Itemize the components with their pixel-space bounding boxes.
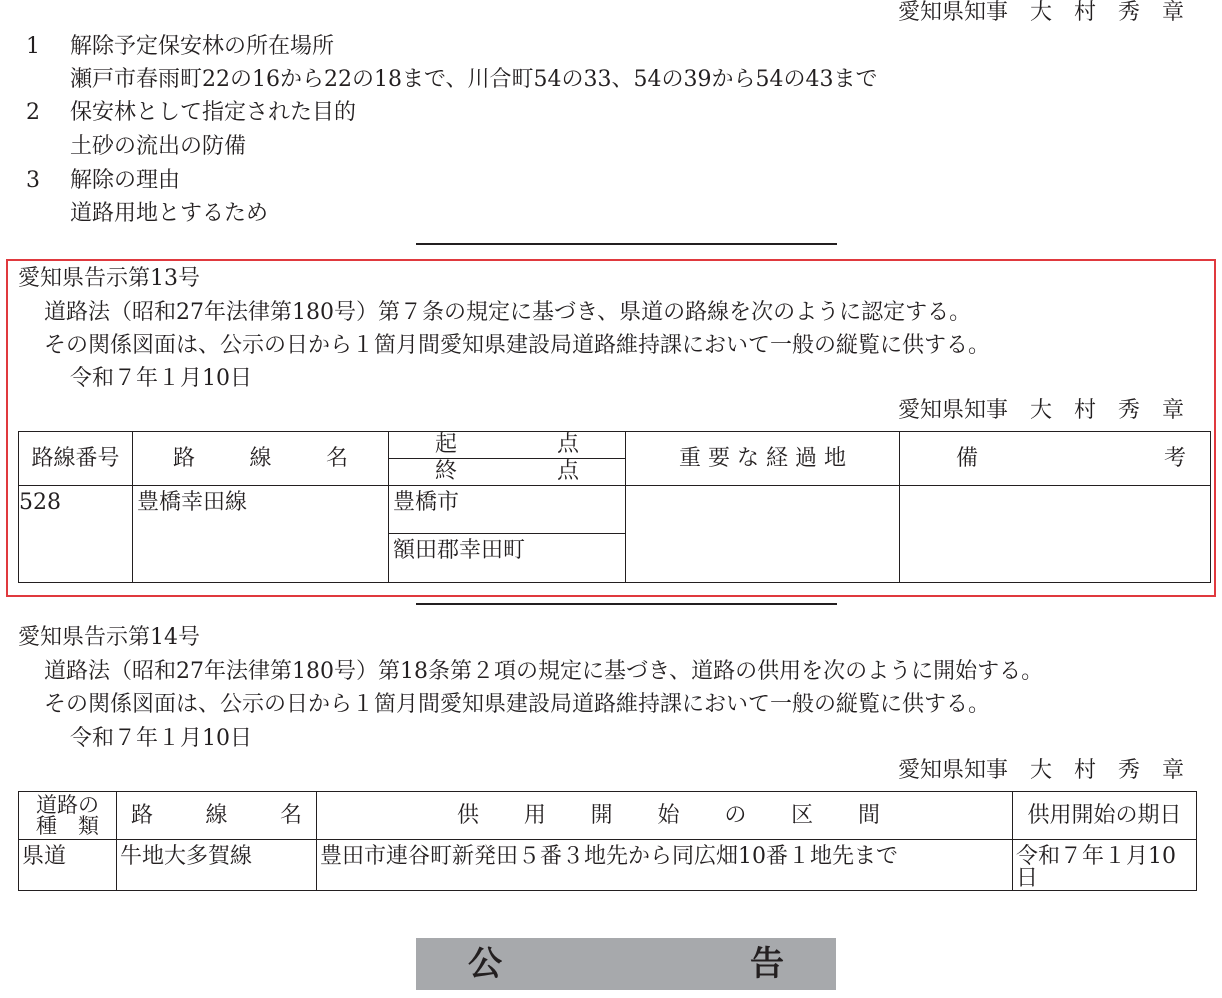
notice14-para2: その関係図面は、公示の日から１箇月間愛知県建設局道路維持課において一般の縦覧に供する。 — [44, 692, 991, 717]
divider-rule — [416, 243, 837, 245]
notice13-para2: その関係図面は、公示の日から１箇月間愛知県建設局道路維持課において一般の縦覧に供する。 — [44, 333, 991, 358]
table-row — [19, 486, 1211, 534]
header-start-point: 起 点 — [389, 432, 626, 459]
route-table — [18, 431, 1211, 583]
item-2-body: 土砂の流出の防備 — [70, 134, 247, 159]
item-2-heading: 保安林として指定された目的 — [70, 100, 357, 125]
top-signer: 愛知県知事 大 村 秀 章 — [897, 0, 1184, 25]
table-row — [19, 840, 1197, 891]
notice13-title: 愛知県告示第13号 — [18, 266, 200, 291]
cell-remarks — [900, 486, 1211, 583]
item-2-number: 2 — [26, 100, 40, 125]
notice14-para1: 道路法（昭和27年法律第180号）第18条第２項の規定に基づき、道路の供用を次のように開始する。 — [44, 659, 1044, 684]
header-start-date: 供用開始の期日 — [1013, 792, 1197, 840]
item-3-body: 道路用地とするため — [70, 201, 269, 226]
header-route-name: 路 線 名 — [133, 432, 389, 486]
notice14-title: 愛知県告示第14号 — [18, 625, 200, 650]
header-route-number: 路線番号 — [19, 432, 133, 486]
item-1-heading: 解除予定保安林の所在場所 — [70, 34, 335, 59]
header-end-point: 終 点 — [389, 459, 626, 486]
cell-route-number: 528 — [19, 486, 133, 583]
cell-start-point: 豊橋市 — [389, 486, 626, 534]
item-1-number: 1 — [26, 34, 40, 59]
divider-rule — [416, 603, 837, 605]
notice13-signer: 愛知県知事 大 村 秀 章 — [897, 398, 1184, 423]
notice14-signer: 愛知県知事 大 村 秀 章 — [897, 758, 1184, 783]
cell-route-name: 牛地大多賀線 — [117, 840, 317, 891]
item-3-heading: 解除の理由 — [70, 168, 181, 193]
public-notice-banner — [416, 938, 836, 990]
notice-char: 公 — [468, 944, 502, 984]
header-remarks: 備 考 — [900, 432, 1211, 486]
item-1-body: 瀬戸市春雨町22の16から22の18まで、川合町54の33、54の39から54の43まで — [70, 67, 878, 92]
cell-road-kind: 県道 — [19, 840, 117, 891]
cell-route-name: 豊橋幸田線 — [133, 486, 389, 583]
header-road-kind: 道路の 種 類 — [19, 792, 117, 840]
service-table — [18, 791, 1197, 891]
header-service-section: 供 用 開 始 の 区 間 — [317, 792, 1013, 840]
cell-via-points — [626, 486, 900, 583]
header-via-points: 重 要 な 経 過 地 — [626, 432, 900, 486]
notice-char: 告 — [750, 944, 784, 984]
notice13-para1: 道路法（昭和27年法律第180号）第７条の規定に基づき、県道の路線を次のように認定する。 — [44, 300, 972, 325]
item-3-number: 3 — [26, 168, 40, 193]
cell-start-date: 令和７年１月10日 — [1013, 840, 1197, 891]
notice14-date: 令和７年１月10日 — [70, 726, 252, 751]
header-route-name: 路 線 名 — [117, 792, 317, 840]
cell-service-section: 豊田市連谷町新発田５番３地先から同広畑10番１地先まで — [317, 840, 1013, 891]
notice13-date: 令和７年１月10日 — [70, 366, 252, 391]
cell-end-point: 額田郡幸田町 — [389, 534, 626, 583]
